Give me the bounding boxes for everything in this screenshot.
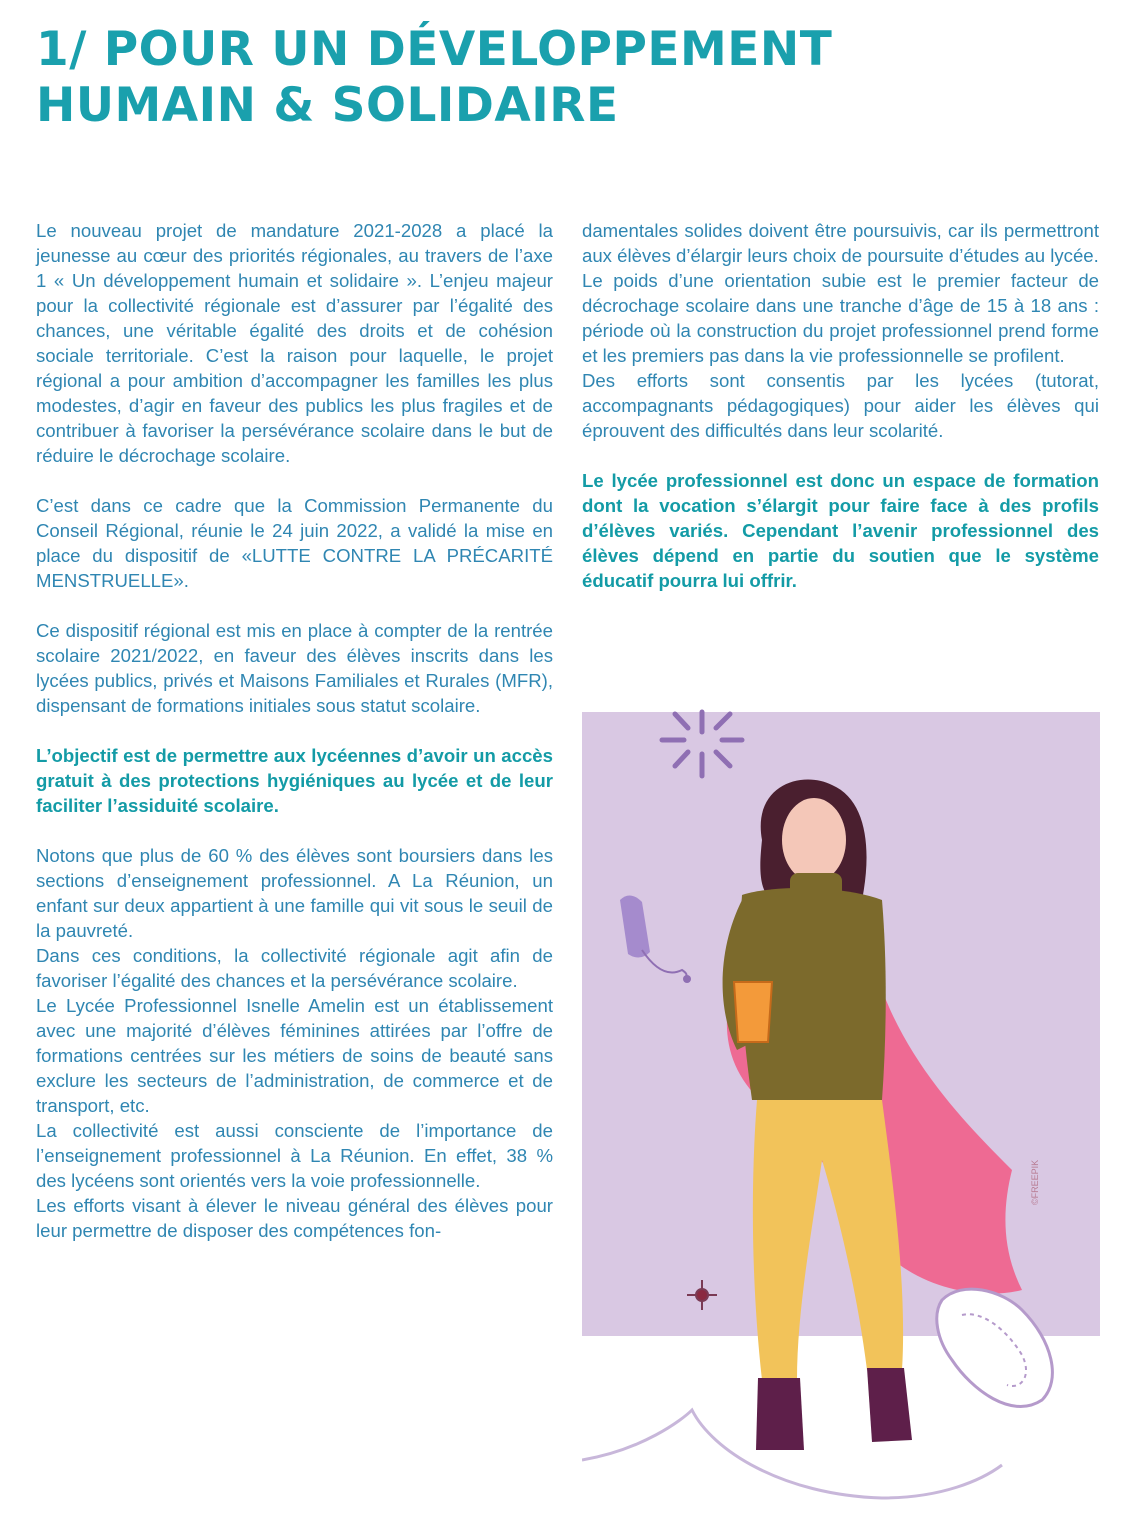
paragraph: Dans ces conditions, la collectivité régionale agit afin de favoriser l’égalité des chances et la persévérance scolaire. (36, 945, 553, 991)
face (782, 798, 846, 882)
highlight-paragraph: L’objectif est de permettre aux lycéennes d’avoir un accès gratuit à des protections hygiéniques au lycée et de leur faciliter l’assiduité scolaire. (36, 745, 553, 816)
illustration-girl-with-cape (582, 690, 1102, 1515)
paragraph: Des efforts sont consentis par les lycées (tutorat, accompagnants pédagogiques) pour aider les élèves qui éprouvent des difficultés dans leur scolarité. (582, 370, 1099, 441)
page-title (36, 22, 1036, 134)
paragraph: C’est dans ce cadre que la Commission Permanente du Conseil Régional, réunie le 24 juin 2022, a validé la mise en place du dispositif de «LUTTE CONTRE LA PRÉCARITÉ MENSTRUELLE». (36, 495, 553, 591)
paragraph: damentales solides doivent être poursuivis, car ils permettront aux élèves d’élargir leurs choix de poursuite d’études au lycée. (582, 220, 1099, 266)
page-title-line-1: 1/ POUR UN DÉVELOPPEMENT (36, 22, 833, 77)
left-text-column (36, 218, 553, 1243)
paragraph: Le nouveau projet de mandature 2021-2028 a placé la jeunesse au cœur des priorités régionales, au travers de l’axe 1 « Un développement humain et solidaire ». L’enjeu majeur pour la collectivité régionale est d’assurer par l’égalité des chances, une véritable égalité des droits et de cohésion sociale territoriale. C’est la raison pour laquelle, le projet régional a pour ambition d’accompagner les familles les plus modestes, d’agir en faveur des publics les plus fragiles et de contribuer à favoriser la persévérance scolaire dans le but de réduire le décrochage scolaire. (36, 220, 553, 466)
right-boot (867, 1368, 912, 1442)
illustration-credit: ©FREEPIK (1030, 1159, 1040, 1205)
highlight-paragraph: Le lycée professionnel est donc un espace de formation dont la vocation s’élargit pour faire face à des profils d’élèves variés. Cependant l’avenir professionnel des élèves dépend en partie du soutien que le système éducatif pourra lui offrir. (582, 470, 1099, 591)
right-text-column (582, 218, 1099, 593)
paragraph: Ce dispositif régional est mis en place à compter de la rentrée scolaire 2021/2022, en faveur des élèves inscrits dans les lycées publics, privés et Maisons Familiales et Rurales (MFR), dispensant de formations initiales sous statut scolaire. (36, 620, 553, 716)
paragraph: Notons que plus de 60 % des élèves sont boursiers dans les sections d’enseignement professionnel. A La Réunion, un enfant sur deux appartient à une famille qui vit sous le seuil de la pauvreté. (36, 845, 553, 941)
paragraph: La collectivité est aussi consciente de l’importance de l’enseignement professionnel à La Réunion. En effet, 38 % des lycéens sont orientés vers la voie professionnelle. (36, 1120, 553, 1191)
page-title-line-2: HUMAIN & SOLIDAIRE (36, 78, 619, 133)
paragraph: Le poids d’une orientation subie est le premier facteur de décrochage scolaire dans une tranche d’âge de 15 à 18 ans : période où la construction du projet professionnel prend forme et les premiers pas dans la vie professionnelle se profilent. (582, 270, 1099, 366)
orange-glass-icon (734, 982, 772, 1042)
left-boot (756, 1378, 804, 1450)
paragraph: Le Lycée Professionnel Isnelle Amelin est un établissement avec une majorité d’élèves féminines attirées par l’offre de formations centrées sur les métiers de soins de beauté sans exclure les secteurs de l’administration, de commerce et de transport, etc. (36, 995, 553, 1116)
paragraph: Les efforts visant à élever le niveau général des élèves pour leur permettre de disposer des compétences fon- (36, 1195, 553, 1241)
